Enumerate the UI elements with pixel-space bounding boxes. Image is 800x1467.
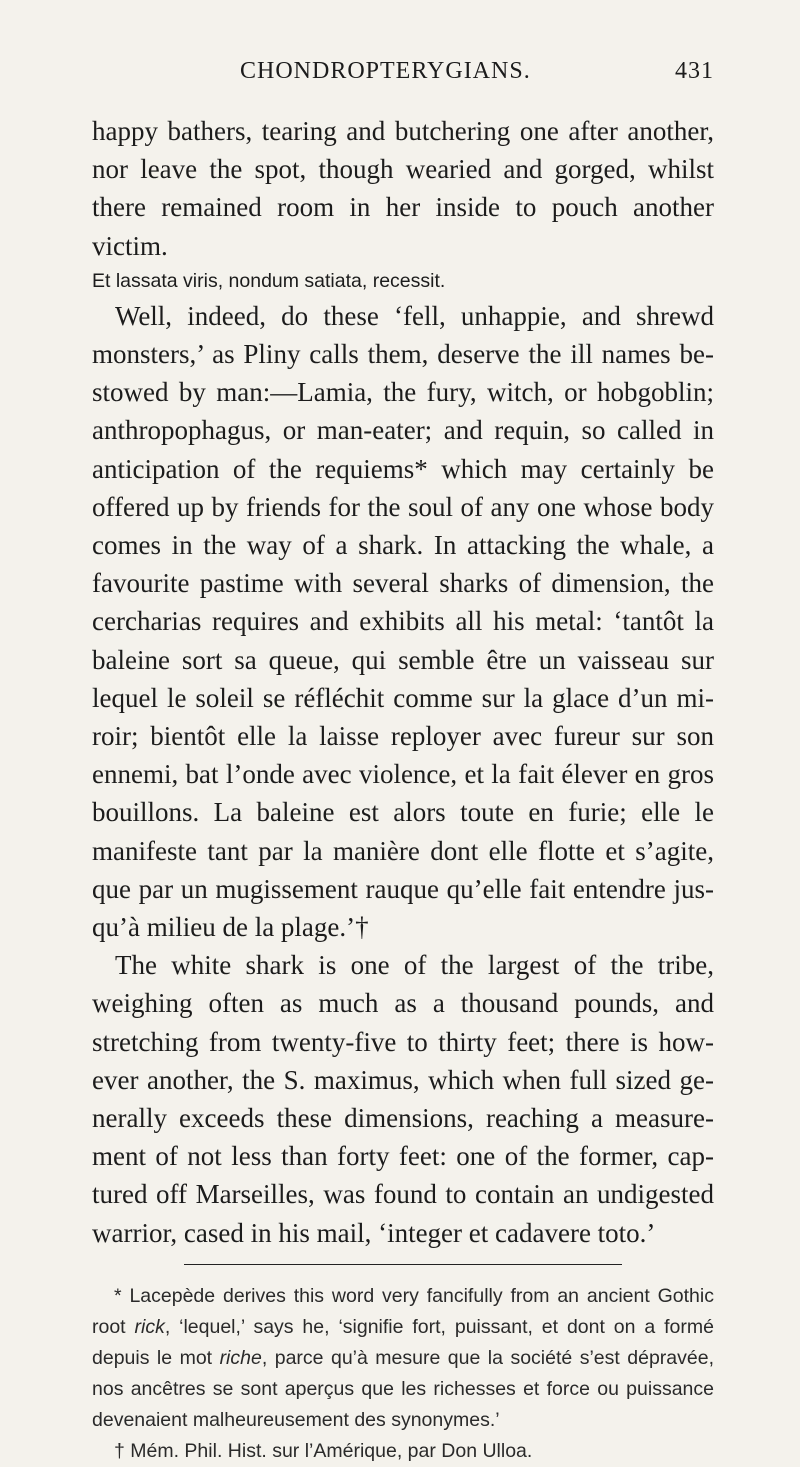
footnote-lacepede (92, 1281, 714, 1436)
footnote-word-rick: rick (134, 1315, 165, 1338)
main-text (92, 112, 714, 1252)
paragraph-requin: Well, indeed, do these ‘fell, unhappie, and shrewd monsters,’ as Pliny calls them, deserve the ill names be-stowed by man:—Lamia, the fury, witch, or hobgoblin; anthropophagus, or man-eater; and requin, so called in anticipation of the requiems* which may certainly be offered up by friends for the soul of any one whose body comes in the way of a shark. In attacking the whale, a favourite pastime with several sharks of dimension, the cercharias requires and exhibits all his metal: ‘tantôt la baleine sort sa queue, qui semble être un vaisseau sur lequel le soleil se réfléchit comme sur la glace d’un mi-roir; bientôt elle la laisse reployer avec fureur sur son ennemi, bat l’onde avec violence, et la fait élever en gros bouillons. La baleine est alors toute en furie; elle le manifeste tant par la manière dont elle flotte et s’agite, que par un mugissement rauque qu’elle fait entendre jus-qu’à milieu de la plage.’† (92, 300, 714, 943)
running-title: CHONDROPTERYGIANS. (240, 58, 531, 84)
footnotes (92, 1281, 714, 1467)
footnote-text-c: , parce qu’à mesure que la société s’est dépravée, nos ancêtres se sont aperçus que les richesses et force ou puissance devenaient malheureusement des synonymes.’ (92, 1346, 714, 1431)
latin-quotation: Et lassata viris, nondum satiata, recessit. (92, 269, 446, 292)
footnote-ulloa: † Mém. Phil. Hist. sur l’Amérique, par Don Ulloa. (114, 1439, 533, 1462)
footnote-text-a: * Lacepède derives this word very fancifully from an ancient Gothic root (92, 1284, 714, 1338)
paragraph-white-shark: The white shark is one of the largest of the tribe, weighing often as much as a thousand pounds, and stretching from twenty-five to thirty feet; there is how-ever another, the S. maximus, which when full sized ge-nerally exceeds these dimensions, reaching a measure-ment of not less than forty feet: one of the former, cap-tured off Marseilles, was found to contain an undigested warrior, cased in his mail, ‘integer et cadavere toto.’ (92, 950, 714, 1248)
page-number: 431 (675, 58, 714, 84)
footnote-divider (184, 1264, 622, 1265)
paragraph-continuation: happy bathers, tearing and butchering one after another, nor leave the spot, though wearied and gorged, whilst there remained room in her inside to pouch another victim. (92, 116, 714, 261)
footnote-word-riche: riche (219, 1346, 262, 1369)
page-header (92, 58, 714, 102)
footnote-text-b: , ‘lequel,’ says he, ‘signifie fort, puissant, et dont on a formé depuis le mot (92, 1315, 714, 1369)
